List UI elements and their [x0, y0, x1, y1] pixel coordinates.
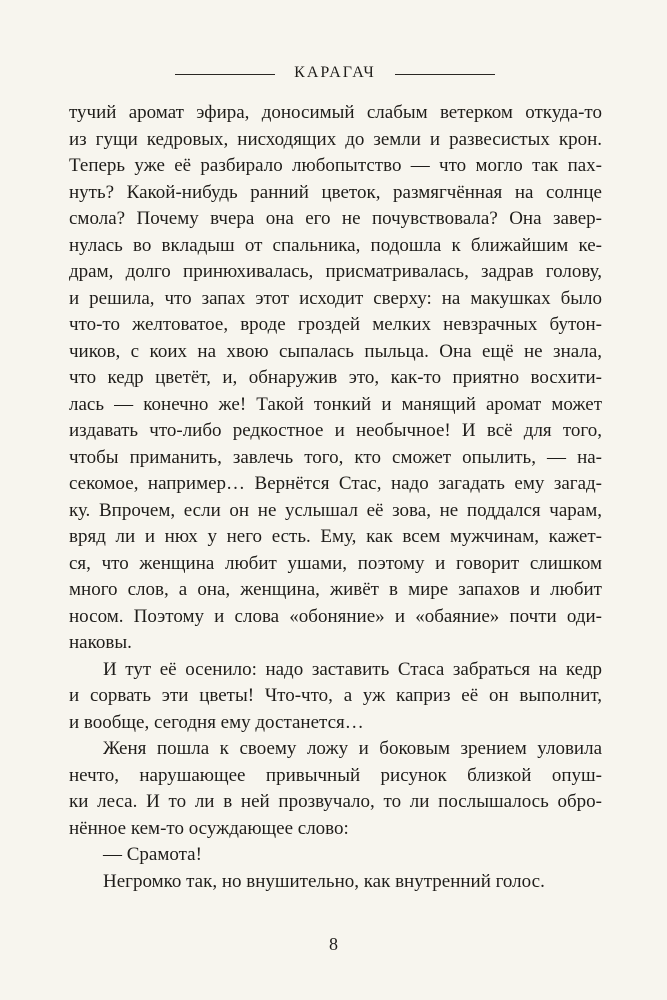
text-line: нённое кем-то осуждающее слово:	[69, 817, 349, 839]
text-line: из гущи кедровых, нисходящих до земли и развесистых крон.	[69, 128, 602, 150]
text-line: и решила, что запах этот исходит сверху: на макушках было	[69, 287, 602, 309]
text-line: нулась во вкладыш от спальника, подошла к ближайшим ке-	[69, 234, 602, 256]
text-line: тучий аромат эфира, доносимый слабым ветерком откуда-то	[69, 102, 602, 123]
text-line: чиков, с коих на хвою сыпалась пыльца. Она ещё не знала,	[69, 340, 602, 362]
text-line: что-то желтоватое, вроде гроздей мелких невзрачных бутон-	[69, 314, 602, 335]
running-head	[0, 62, 667, 86]
header-rule-left	[175, 74, 275, 75]
text-line: ку. Впрочем, если он не услышал её зова, не поддался чарам,	[69, 499, 602, 521]
text-line: лась — конечно же! Такой тонкий и манящий аромат может	[69, 393, 602, 415]
text-line: смола? Почему вчера она его не почувствовала? Она завер-	[69, 208, 602, 229]
text-line: Женя пошла к своему ложу и боковым зрением уловила	[103, 738, 602, 759]
text-line: Теперь уже её разбирало любопытство — что могло так пах-	[69, 155, 602, 176]
text-line: много слов, а она, женщина, живёт в мире запахов и любит	[69, 579, 602, 600]
text-line: секомое, например… Вернётся Стас, надо загадать ему загад-	[69, 473, 602, 494]
text-line: драм, долго принюхивалась, присматривалась, задрав голову,	[69, 261, 602, 282]
text-line: и вообще, сегодня ему достанется…	[69, 711, 364, 733]
text-line: Негромко так, но внушительно, как внутренний голос.	[103, 870, 545, 892]
text-line: издавать что-либо редкостное и необычное! И всё для того,	[69, 420, 602, 441]
text-line: нечто, нарушающее привычный рисунок близкой опуш-	[69, 764, 602, 786]
text-line: вряд ли и нюх у него есть. Ему, как всем мужчинам, кажет-	[69, 526, 602, 547]
text-line: нуть? Какой-нибудь ранний цветок, размягчённая на солнце	[69, 181, 602, 203]
text-line: И тут её осенило: надо заставить Стаса забраться на кедр	[103, 658, 602, 680]
text-line: наковы.	[69, 632, 132, 653]
text-line: и сорвать эти цветы! Что-что, а уж каприз её он выполнит,	[69, 685, 602, 706]
text-line: чтобы приманить, завлечь того, кто сможет опылить, — на-	[69, 446, 602, 468]
text-line: носом. Поэтому и слова «обоняние» и «обаяние» почти оди-	[69, 605, 602, 627]
body-text	[69, 100, 602, 895]
running-head-title: КАРАГАЧ	[294, 64, 376, 81]
text-line: ся, что женщина любит ушами, поэтому и говорит слишком	[69, 552, 602, 574]
text-line: что кедр цветёт, и, обнаружив это, как-то приятно восхити-	[69, 367, 602, 388]
header-rule-right	[395, 74, 495, 75]
text-line: ки леса. И то ли в ней прозвучало, то ли послышалось обро-	[69, 791, 602, 812]
page-number: 8	[329, 934, 338, 954]
text-line: — Срамота!	[103, 844, 202, 865]
